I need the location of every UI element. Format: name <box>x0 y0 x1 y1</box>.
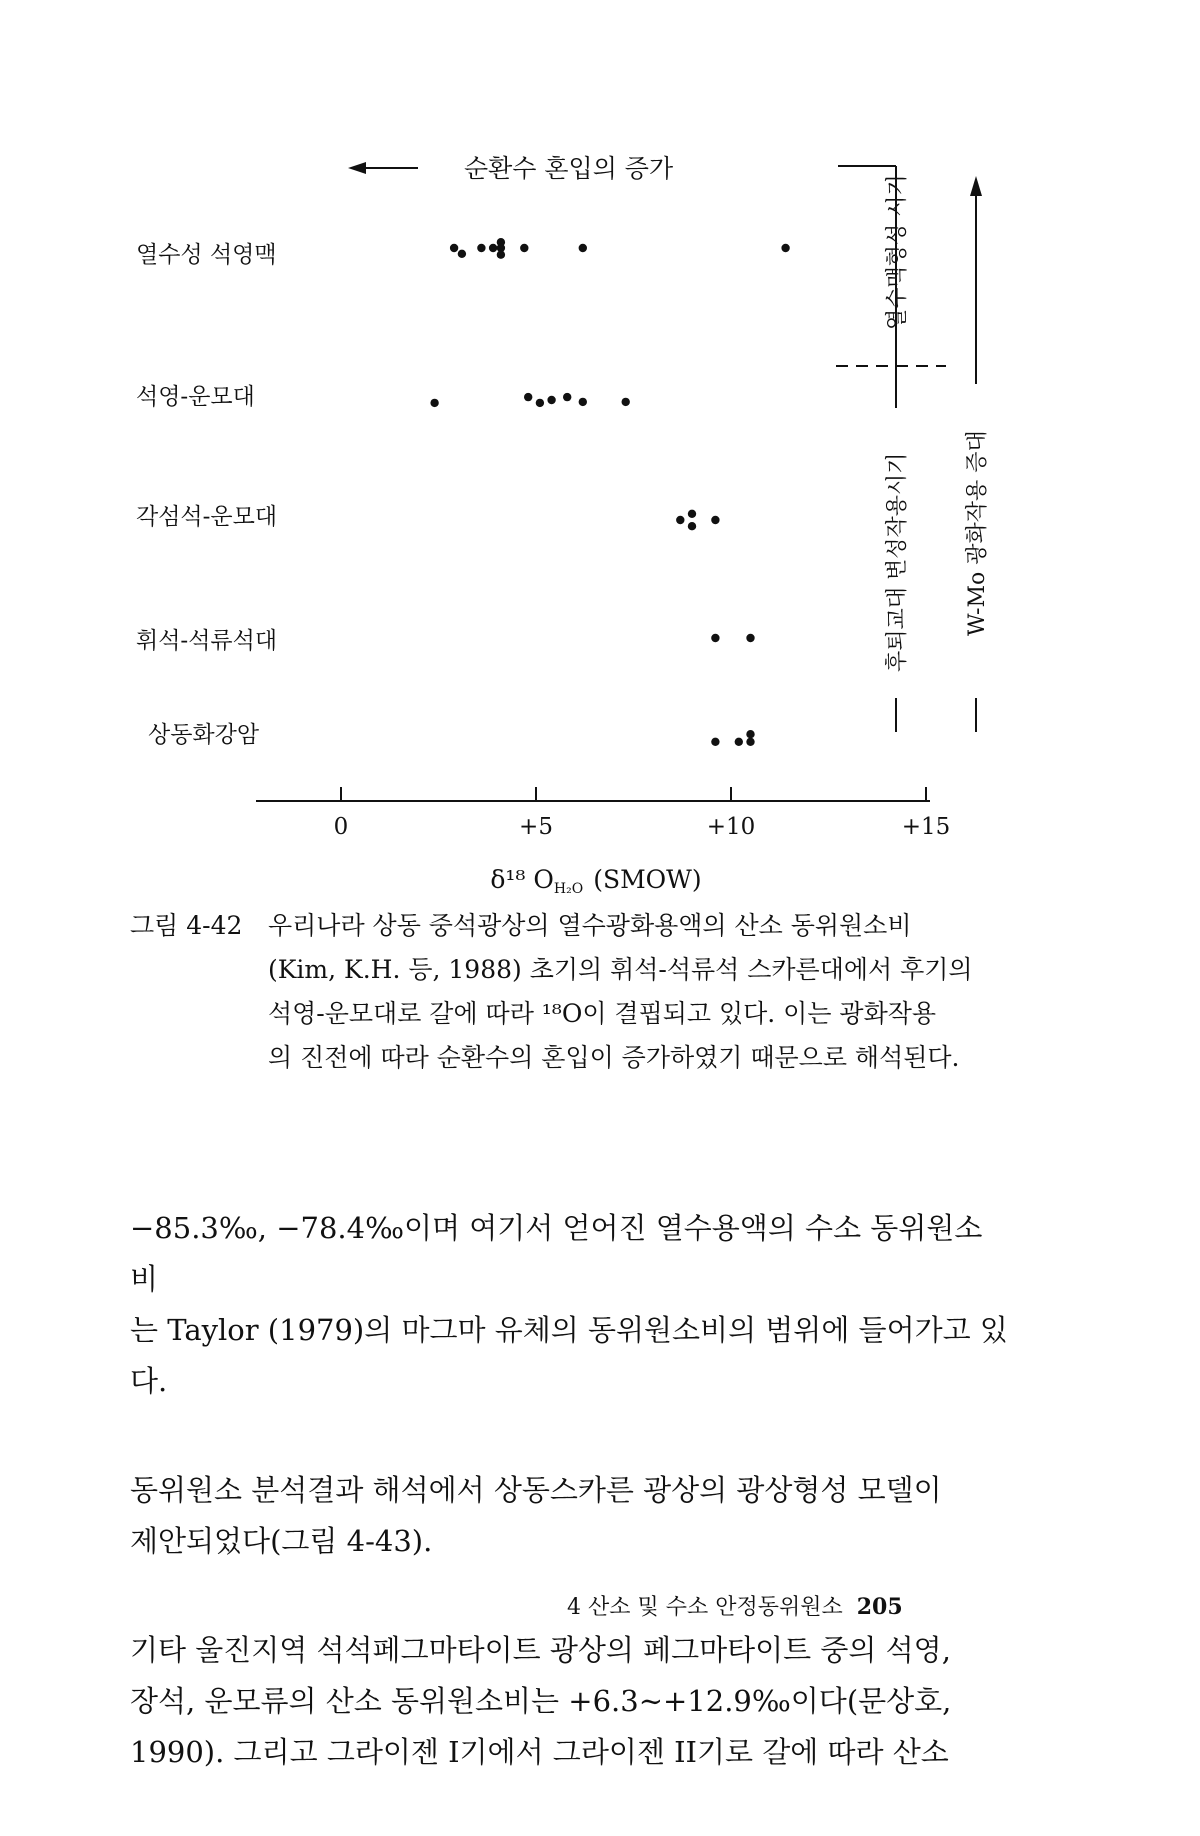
row-label-amphibole-mica: 각섬석-운모대 <box>136 504 278 530</box>
row-label-sangdong-granite: 상동화강암 <box>148 722 260 748</box>
figure-caption <box>130 904 1030 1080</box>
x-tick-label: +10 <box>706 814 756 840</box>
data-point <box>524 393 532 401</box>
caption-label: 그림 4-42 <box>130 911 243 940</box>
data-point <box>458 250 466 258</box>
mineralization-label: W-Mo 광화작용 증대 <box>965 430 990 636</box>
data-point <box>688 510 696 518</box>
data-point <box>688 522 696 530</box>
x-axis-symbol: δ¹⁸ O <box>490 865 554 894</box>
data-point <box>430 399 438 407</box>
isotope-figure <box>0 0 1200 900</box>
x-axis-title <box>490 865 701 897</box>
data-point <box>450 244 458 252</box>
row-label-quartz-mica: 석영-운모대 <box>136 384 255 410</box>
data-point <box>746 738 754 746</box>
data-point <box>735 738 743 746</box>
data-point <box>563 393 571 401</box>
data-point <box>711 738 719 746</box>
body-text <box>130 1152 1010 1836</box>
x-axis-unit: (SMOW) <box>593 865 702 894</box>
caption-text: 우리나라 상동 중석광상의 열수광화용액의 산소 동위원소비 (Kim, K.H. 등, 1988) 초기의 휘석-석류석 스카른대에서 후기의 석영-운모대로 갈에 따라 ¹⁸O이 결핍되고 있다. 이는 광화작용 의 진전에 따라 순환수의 혼입이 증가하였기 때문으로 해석된다. <box>268 911 973 1072</box>
data-point <box>520 244 528 252</box>
x-tick-label: +5 <box>519 814 553 840</box>
data-point <box>547 396 555 404</box>
data-point <box>676 516 684 524</box>
vein-period-label: 열수맥형성 시기 <box>885 174 910 330</box>
running-title: 4 산소 및 수소 안정동위원소 <box>567 1595 843 1620</box>
data-point <box>746 730 754 738</box>
data-point <box>711 516 719 524</box>
data-point <box>746 634 754 642</box>
data-point <box>622 398 630 406</box>
paragraph: −85.3‰, −78.4‰이며 여기서 얻어진 열수용액의 수소 동위원소비 는 Taylor (1979)의 마그마 유체의 동위원소비의 범위에 들어가고 있 다. <box>130 1211 1008 1398</box>
data-point <box>579 244 587 252</box>
mixing-arrow-label: 순환수 혼입의 증가 <box>464 154 674 183</box>
x-tick-label: +15 <box>901 814 951 840</box>
page-footer <box>567 1590 903 1621</box>
x-axis <box>256 787 950 840</box>
paragraph: 동위원소 분석결과 해석에서 상동스카른 광상의 광상형성 모델이 제안되었다(그림 4-43). <box>130 1473 942 1558</box>
mixing-arrow <box>348 162 418 174</box>
paragraph: 기타 울진지역 석석페그마타이트 광상의 페그마타이트 중의 석영, 장석, 운모류의 산소 동위원소비는 +6.3∼+12.9‰이다(문상호, 1990). 그리고 그라이젠 I기에서 그라이젠 II기로 갈에 따라 산소 <box>130 1633 952 1769</box>
data-point <box>781 244 789 252</box>
row-label-pyroxene-garnet: 휘석-석류석대 <box>136 628 278 654</box>
scatter-points <box>430 238 789 746</box>
page-number: 205 <box>856 1594 903 1620</box>
data-point <box>579 398 587 406</box>
data-point <box>497 251 505 259</box>
x-axis-subscript: H₂O <box>553 881 584 897</box>
row-label-quartz-vein: 열수성 석영맥 <box>136 242 277 268</box>
retro-period-label: 후퇴교대 변성작용시기 <box>885 452 910 672</box>
data-point <box>711 634 719 642</box>
x-tick-label: 0 <box>333 814 349 840</box>
data-point <box>477 244 485 252</box>
data-point <box>489 244 497 252</box>
data-point <box>536 399 544 407</box>
